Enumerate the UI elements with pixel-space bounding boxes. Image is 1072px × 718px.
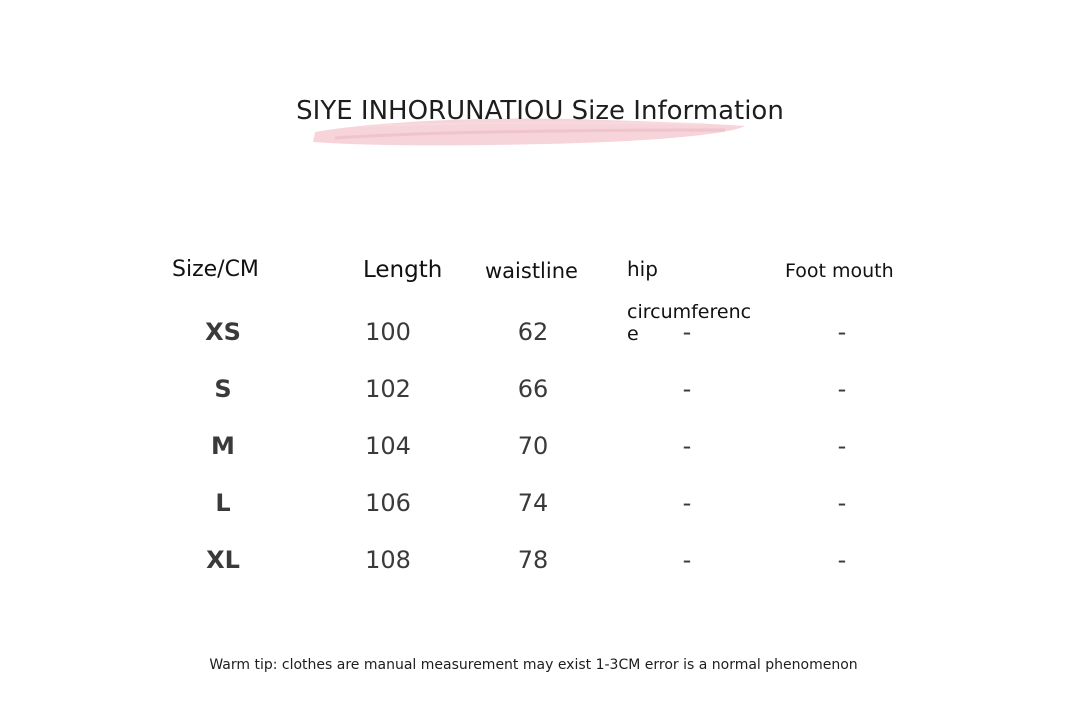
cell-foot-mouth: -: [837, 546, 847, 574]
cell-waistline: 74: [517, 489, 549, 517]
header-waistline: waistline: [485, 259, 578, 283]
cell-hip: -: [682, 318, 692, 346]
cell-length: 108: [365, 546, 411, 574]
warm-tip: Warm tip: clothes are manual measurement may exist 1-3CM error is a normal phenomenon: [209, 657, 858, 673]
cell-hip: -: [682, 432, 692, 460]
cell-size: XL: [206, 546, 240, 574]
cell-foot-mouth: -: [837, 489, 847, 517]
cell-size: M: [211, 432, 235, 460]
cell-length: 106: [365, 489, 411, 517]
cell-hip: -: [682, 375, 692, 403]
cell-waistline: 70: [517, 432, 549, 460]
cell-length: 100: [365, 318, 411, 346]
cell-size: XS: [205, 318, 241, 346]
header-length: Length: [363, 257, 443, 283]
header-size: Size/CM: [172, 257, 259, 282]
cell-foot-mouth: -: [837, 375, 847, 403]
cell-waistline: 78: [517, 546, 549, 574]
cell-size: L: [215, 489, 231, 517]
cell-foot-mouth: -: [837, 432, 847, 460]
cell-waistline: 62: [517, 318, 549, 346]
header-hip: hip: [627, 257, 658, 281]
title-area: [0, 88, 1072, 158]
cell-foot-mouth: -: [837, 318, 847, 346]
cell-length: 104: [365, 432, 411, 460]
cell-size: S: [214, 375, 232, 403]
cell-waistline: 66: [517, 375, 549, 403]
header-foot-mouth: Foot mouth: [785, 260, 894, 282]
page-title: SIYE INHORUNATIOU Size Information: [296, 96, 784, 126]
cell-hip: -: [682, 489, 692, 517]
header-hip-circumference: circumference: [627, 301, 752, 345]
cell-hip: -: [682, 546, 692, 574]
cell-length: 102: [365, 375, 411, 403]
